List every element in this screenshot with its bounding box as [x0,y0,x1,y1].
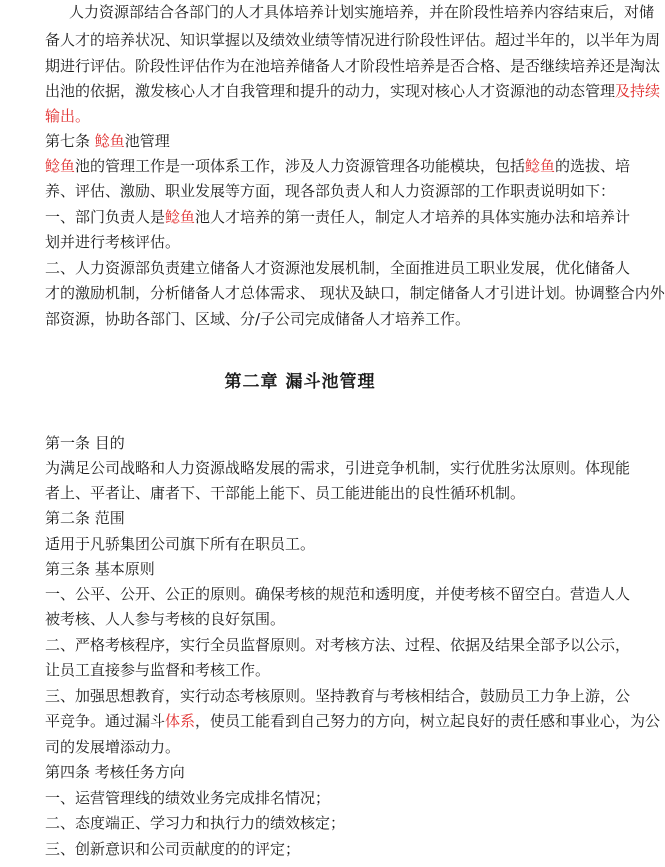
paragraph-line: 才的激励机制，分析储备人才总体需求、 现状及缺口，制定储备人才引进计划。协调整合内外 [45,284,665,302]
paragraph-line: 二、严格考核程序，实行全员监督原则。对考核方法、过程、依据及结果全部予以公示， [45,636,631,654]
text-run: 池的管理工作是一项体系工作，涉及人力资源管理各功能模块，包括 [75,157,526,175]
highlighted-text: 鲶鱼 [525,157,556,175]
paragraph-line: 被考核、人人参与考核的良好氛围。 [45,610,286,628]
text-run: 出池的依据，激发核心人才自我管理和提升的动力，实现对核心人才资源池的动态管理 [45,82,616,100]
article-heading: 第四条 考核任务方向 [45,763,185,781]
highlighted-text: 鲶鱼 [94,132,125,150]
text-run: ，使员工能看到自己努力的方向，树立起良好的责任感和事业心，为公 [195,712,661,730]
paragraph-line: 养、评估、激励、职业发展等方面，现各部负责人和人力资源部的工作职责说明如下： [45,182,616,200]
text-run: 一、部门负责人是 [45,208,166,226]
article-heading: 第一条 目的 [45,434,125,452]
paragraph-line: 适用于凡骄集团公司旗下所有在职员工。 [45,535,316,553]
highlighted-text: 输出。 [45,107,91,125]
paragraph-line [45,156,630,176]
article-heading: 第二条 范围 [45,509,125,527]
highlighted-text: 及持续 [615,82,661,100]
paragraph-line: 一、公平、公开、公正的原则。确保考核的规范和透明度，并使考核不留空白。营造人人 [45,585,631,603]
list-item: 二、态度端正、学习力和执行力的绩效核定； [45,814,346,832]
paragraph-line [45,711,660,731]
highlighted-text: 鲶鱼 [165,208,196,226]
list-item: 三、创新意识和公司贡献度的的评定； [45,840,301,858]
paragraph-line: 让员工直接参与监督和考核工作。 [45,661,271,679]
highlighted-text: 鲶鱼 [45,157,76,175]
paragraph-line: 二、人力资源部负责建立储备人才资源池发展机制，全面推进员工职业发展，优化储备人 [45,259,631,277]
paragraph-line: 备人才的培养状况、知识掌握以及绩效业绩等情况进行阶段性评估。超过半年的，以半年为周 [45,31,661,49]
article-title: 池管理 [124,132,170,150]
paragraph-line: 三、加强思想教育，实行动态考核原则。坚持教育与考核相结合，鼓励员工力争上游，公 [45,687,631,705]
article-heading: 第三条 基本原则 [45,560,155,578]
text-run: 的选拔、培 [555,157,631,175]
text-run: 平竞争。通过漏斗 [45,712,166,730]
article-heading [45,131,170,151]
paragraph-line: 期进行评估。阶段性评估作为在池培养储备人才阶段性培养是否合格、是否继续培养还是淘汰 [45,57,661,75]
text-run: 池人才培养的第一责任人，制定人才培养的具体实施办法和培养计 [195,208,631,226]
highlighted-text: 体系 [165,712,196,730]
article-number: 第七条 [45,132,95,150]
paragraph-line [45,81,660,101]
paragraph-line: 为满足公司战略和人力资源战略发展的需求，引进竞争机制，实行优胜劣汰原则。体现能 [45,459,631,477]
paragraph-line: 者上、平者让、庸者下、干部能上能下、员工能进能出的良性循环机制。 [45,484,526,502]
paragraph-line: 部资源，协助各部门、区域、分/子公司完成储备人才培养工作。 [45,310,471,328]
paragraph-line: 司的发展增添动力。 [45,738,181,756]
paragraph-line [45,207,630,227]
chapter-title: 第二章 漏斗池管理 [224,372,376,392]
paragraph-line: 划并进行考核评估。 [45,233,181,251]
paragraph-line: 人力资源部结合各部门的人才具体培养计划实施培养，并在阶段性培养内容结束后，对储 [69,3,655,21]
list-item: 一、运营管理线的绩效业务完成排名情况； [45,789,331,807]
